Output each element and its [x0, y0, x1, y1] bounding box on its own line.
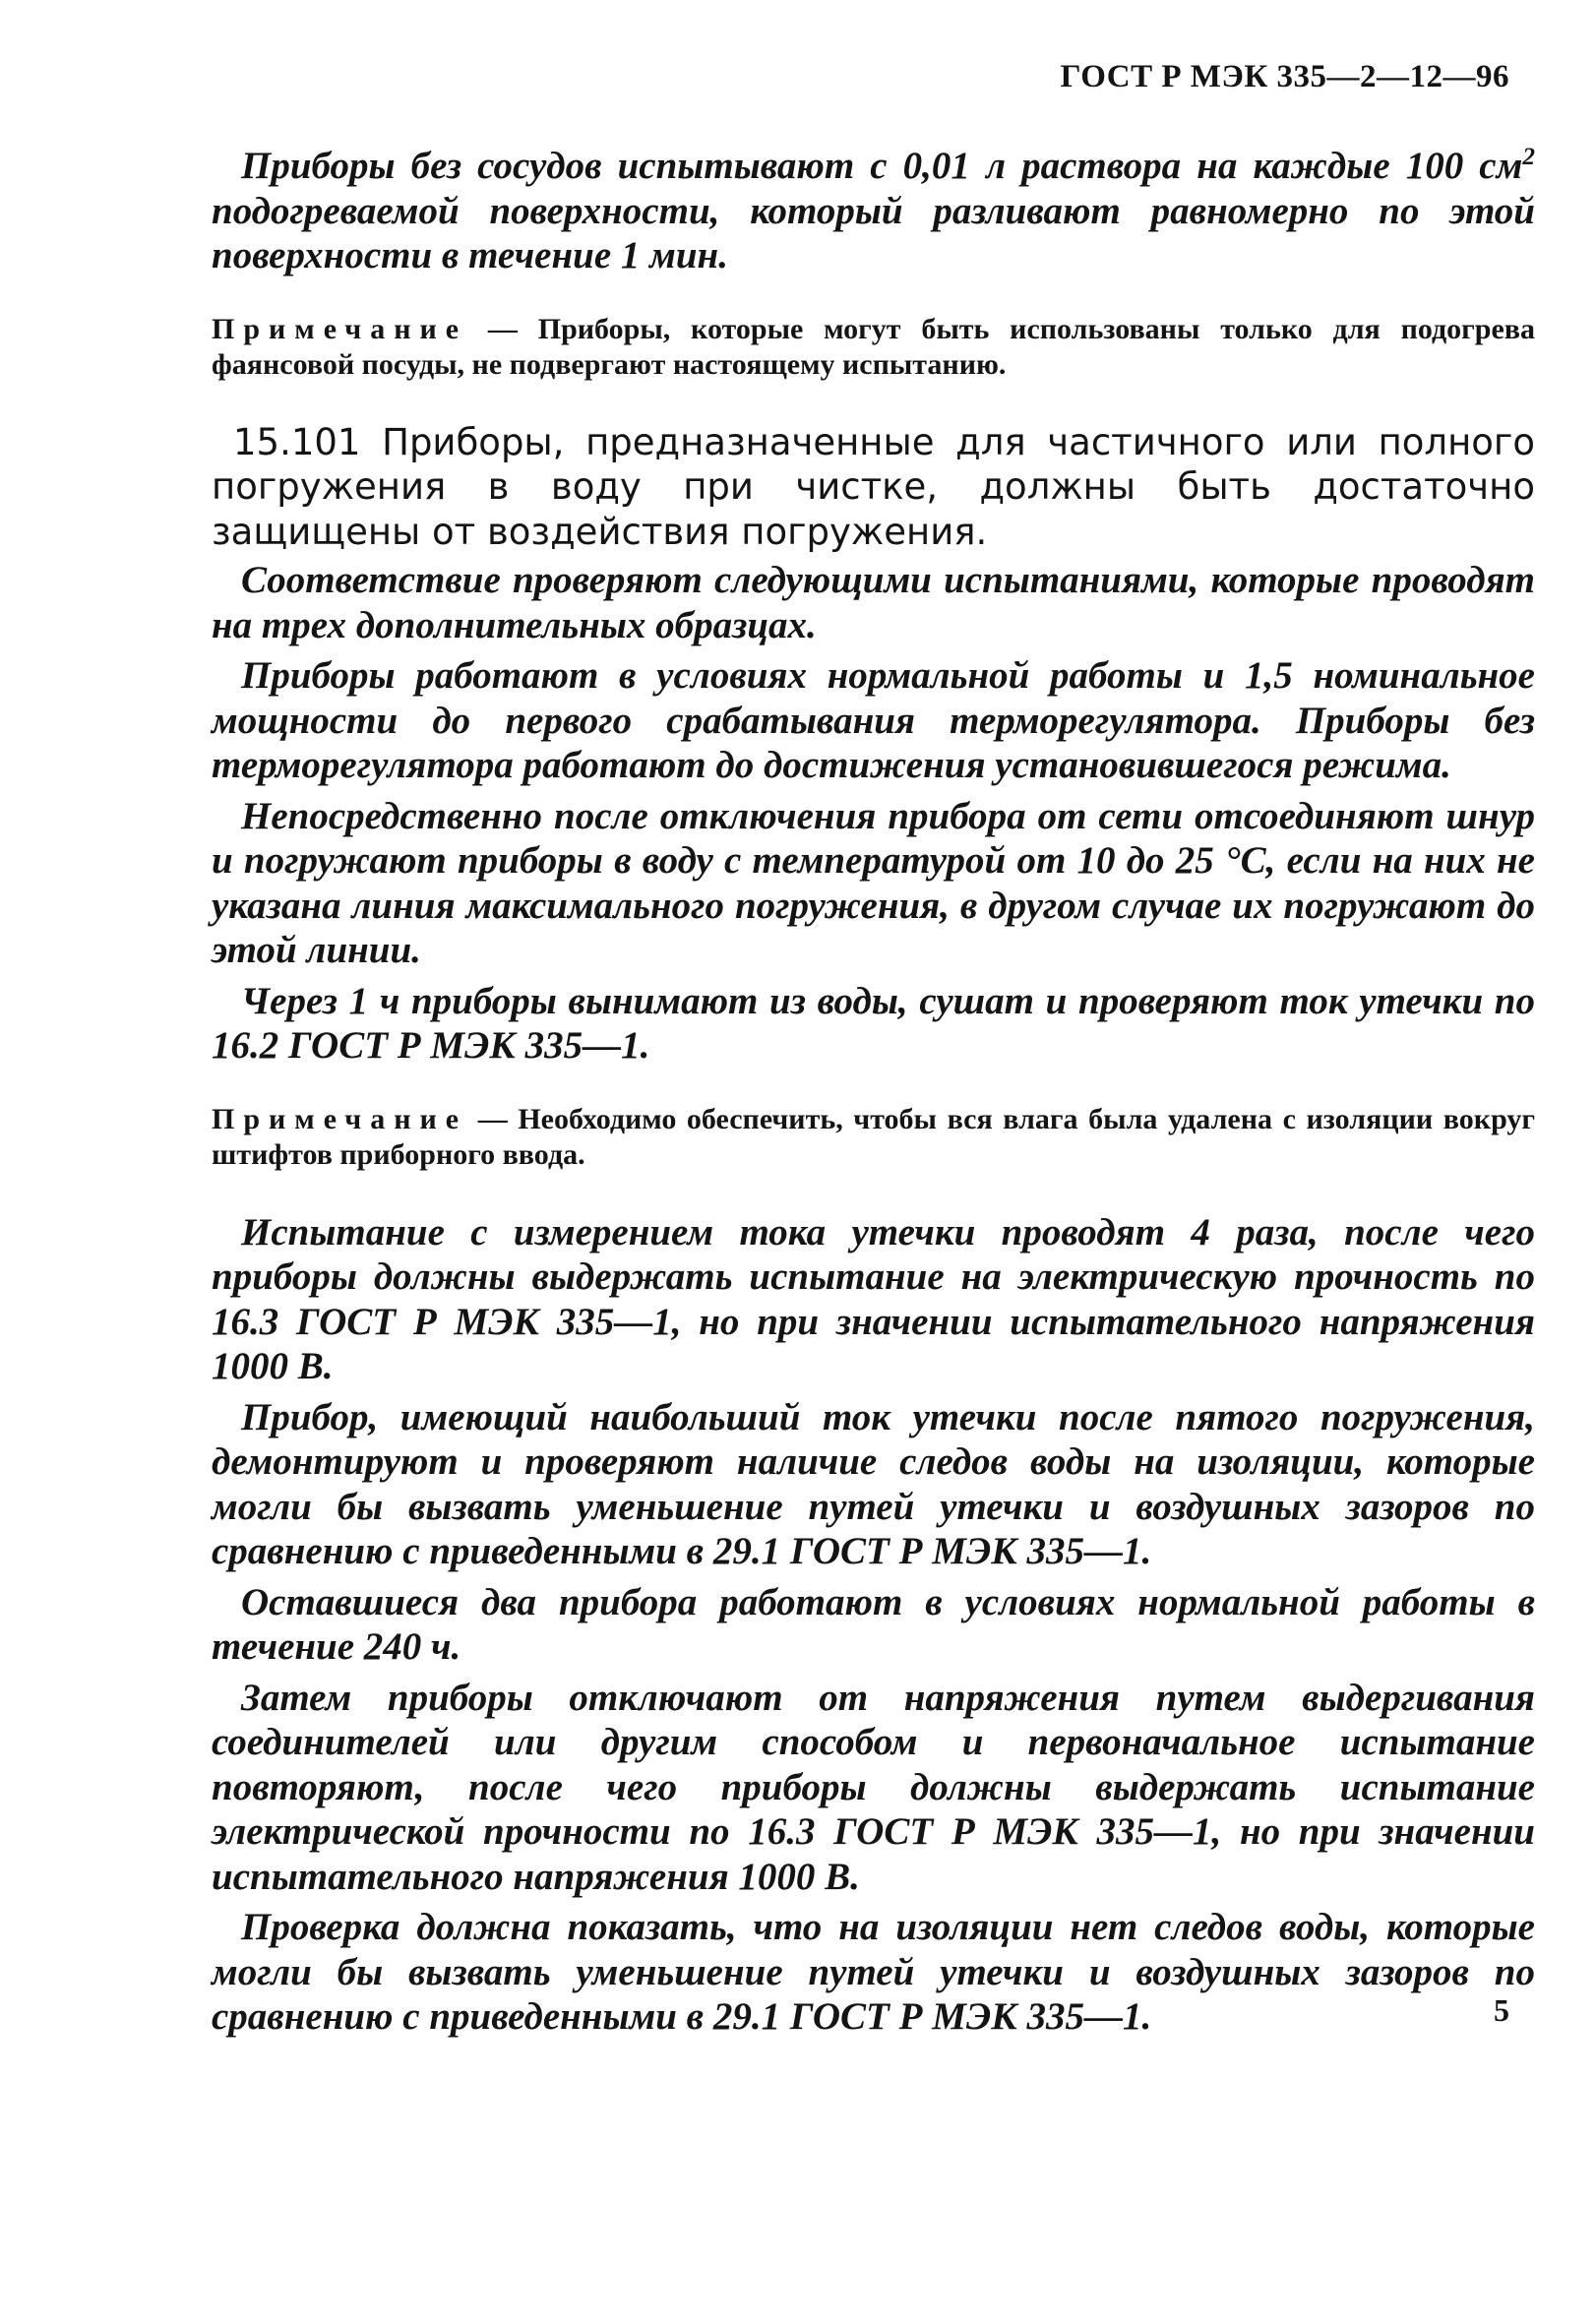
paragraph-test-without-vessels — [212, 144, 1535, 278]
paragraph-immersion: Непосредственно после отключения прибора от сети отсоединяют шнур и погружают приборы в воду с температурой от 10 до 25 °С, если на них не указана линия максимального погружения, в другом случае их погружают до этой линии. — [212, 794, 1535, 971]
paragraph-drying: Через 1 ч приборы вынимают из воды, сушат и проверяют ток утечки по 16.2 ГОСТ Р МЭК 335—1. — [212, 979, 1535, 1067]
page-header: ГОСТ Р МЭК 335—2—12—96 — [1060, 59, 1509, 94]
paragraph-disconnect: Затем приборы отключают от напряжения путем выдергивания соединителей или другим способом и первоначальное испытание повторяют, после чего приборы должны выдержать испытание электрической прочности по 16.3 ГОСТ Р МЭК 335—1, но при значении испытательного напряжения 1000 В. — [212, 1676, 1535, 1898]
paragraph-verification: Проверка должна показать, что на изоляции нет следов воды, которые могли бы вызвать уменьшение путей утечки и воздушных зазоров по сравнению с приведенными в 29.1 ГОСТ Р МЭК 335—1. — [212, 1906, 1535, 2038]
note-text: — Необходимо обеспечить, чтобы вся влага была удалена с изоляции вокруг штифтов приборного ввода. — [212, 1102, 1535, 1171]
section-15-101: 15.101 Приборы, предназначенные для частичного или полного погружения в воду при чистке, должны быть достаточно защищены от воздействия погружения. — [212, 420, 1535, 553]
paragraph-dismantle: Прибор, имеющий наибольший ток утечки после пятого погружения, демонтируют и проверяют наличие следов воды на изоляции, которые могли бы вызвать уменьшение путей утечки и воздушных зазоров по сравнению с приведенными в 29.1 ГОСТ Р МЭК 335—1. — [212, 1395, 1535, 1572]
paragraph-text: Приборы без сосудов испытывают с 0,01 л раствора на каждые 100 см — [241, 145, 1523, 187]
superscript: 2 — [1522, 143, 1535, 170]
paragraph-text: подогреваемой поверхности, который разливают равномерно по этой поверхности в течение 1 мин. — [212, 189, 1535, 276]
paragraph-operation: Приборы работают в условиях нормальной работы и 1,5 номинальное мощности до первого срабатывания терморегулятора. Приборы без терморегулятора работают до достижения установившегося режима. — [212, 654, 1535, 786]
note-2 — [212, 1102, 1535, 1173]
note-1 — [212, 312, 1535, 383]
note-label: Примечание — [212, 1102, 468, 1135]
paragraph-remaining: Оставшиеся два прибора работают в условиях нормальной работы в течение 240 ч. — [212, 1580, 1535, 1668]
paragraph-compliance: Соответствие проверяют следующими испытаниями, которые проводят на трех дополнительных образцах. — [212, 559, 1535, 646]
paragraph-leakage-test: Испытание с измерением тока утечки проводят 4 раза, после чего приборы должны выдержать испытание на электрическую прочность по 16.3 ГОСТ Р МЭК 335—1, но при значении испытательного напряжения 1000 В. — [212, 1210, 1535, 1387]
page-number: 5 — [1494, 1992, 1509, 2028]
note-text: — Приборы, которые могут быть использованы только для подогрева фаянсовой посуды, не подвергают настоящему испытанию. — [212, 312, 1535, 381]
page-body — [212, 144, 1535, 2040]
note-label: Примечание — [212, 312, 468, 345]
